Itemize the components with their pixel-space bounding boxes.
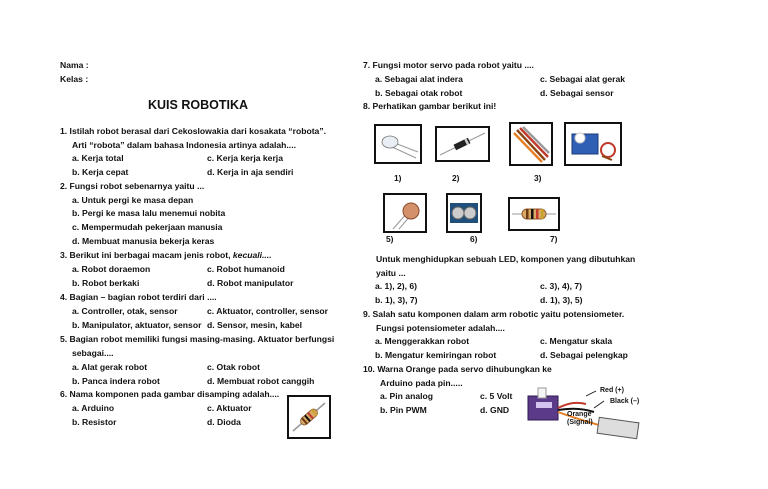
q10-option-b: b. Pin PWM [380,405,427,415]
q10-option-c: c. 5 Volt [480,391,513,401]
q7-option-c: c. Sebagai alat gerak [540,74,626,84]
q8-servo-image [564,122,622,166]
q3-stem-italic: kecuali.... [232,250,272,260]
q2-option-d: d. Membuat manusia bekerja keras [72,236,215,246]
q5-option-c: c. Otak robot [207,362,261,372]
ldr-icon [385,195,425,231]
q6-option-b: b. Resistor [72,417,117,427]
wire-label-signal: (Signal) [567,419,593,426]
q9-option-d: d. Sebagai pelengkap [540,350,628,360]
q3-option-b: b. Robot berkaki [72,278,140,288]
kelas-label: Kelas : [60,74,89,84]
q1-option-a: a. Kerja total [72,153,124,163]
resistor-icon [289,397,329,437]
diode-icon [437,128,488,160]
q10-option-a: a. Pin analog [380,391,434,401]
q6-option-a: a. Arduino [72,403,115,413]
q8-led-image [374,124,422,164]
servo-icon [566,124,620,164]
q8-option-a: a. 1), 2), 6) [375,281,418,291]
q3-option-c: c. Robot humanoid [207,264,285,274]
q8-line1: 8. Perhatikan gambar berikut ini! [363,101,497,111]
q9-line2: Fungsi potensiometer adalah.... [376,323,505,333]
q3-option-a: a. Robot doraemon [72,264,151,274]
q8-ultrasonic-image [446,193,482,233]
q8-label-6: 6) [470,234,478,244]
q4-option-b: b. Manipulator, aktuator, sensor [72,320,202,330]
q8-label-1: 1) [394,173,402,183]
wire-label-orange: Orange [567,411,592,418]
q4-option-d: d. Sensor, mesin, kabel [207,320,303,330]
wire-label-black: Black (–) [610,398,640,405]
q2-option-c: c. Mempermudah pekerjaan manusia [72,222,223,232]
q5-option-d: d. Membuat robot canggih [207,376,315,386]
q8-stem-line1: Untuk menghidupkan sebuah LED, komponen yang dibutuhkan [376,254,636,264]
q9-option-a: a. Menggerakkan robot [375,336,470,346]
q2-option-b: b. Pergi ke masa lalu menemui nobita [72,208,226,218]
q4-option-c: c. Aktuator, controller, sensor [207,306,328,316]
q7-option-b: b. Sebagai otak robot [375,88,463,98]
q10-line2: Arduino pada pin..... [380,378,463,388]
q2-line1: 2. Fungsi robot sebenarnya yaitu ... [60,181,205,191]
q9-option-b: b. Mengatur kemiringan robot [375,350,497,360]
q8-option-b: b. 1), 3), 7) [375,295,418,305]
q8-resistor-image [508,197,560,231]
q7-line1: 7. Fungsi motor servo pada robot yaitu .... [363,60,534,70]
q10-option-d: d. GND [480,405,510,415]
q8-label-5: 5) [386,234,394,244]
jumper-wire-icon [511,124,551,164]
q6-option-d: d. Dioda [207,417,241,427]
led-icon [376,126,420,162]
q5-option-b: b. Panca indera robot [72,376,160,386]
q8-option-c: c. 3), 4), 7) [540,281,583,291]
q9-line1: 9. Salah satu komponen dalam arm robotic yaitu potensiometer. [363,309,625,319]
q3-line1 [60,250,272,260]
q10-line1: 10. Warna Orange pada servo dihubungkan ke [363,364,552,374]
q5-line2: sebagai.... [72,348,114,358]
q7-option-a: a. Sebagai alat indera [375,74,463,84]
q8-jumper-wires-image [509,122,553,166]
q6-resistor-image [287,395,331,439]
q4-option-a: a. Controller, otak, sensor [72,306,178,316]
q3-option-d: d. Robot manipulator [207,278,294,288]
q1-option-d: d. Kerja in aja sendiri [207,167,294,177]
ultrasonic-sensor-icon [448,195,480,231]
q8-ldr-image [383,193,427,233]
q1-line1: 1. Istilah robot berasal dari Cekoslowakia dari kosakata “robota”. [60,126,327,136]
q3-stem: 3. Berikut ini berbagai macam jenis robot, [60,250,233,260]
wire-label-red: Red (+) [600,387,624,394]
q8-option-d: d. 1), 3), 5) [540,295,583,305]
q8-label-2: 2) [452,173,460,183]
resistor-icon [510,199,558,229]
q8-diode-image [435,126,490,162]
q1-option-b: b. Kerja cepat [72,167,129,177]
q1-line2: Arti “robota” dalam bahasa Indonesia artinya adalah.... [72,140,296,150]
q5-option-a: a. Alat gerak robot [72,362,148,372]
q4-line1: 4. Bagian – bagian robot terdiri dari .... [60,292,217,302]
q8-label-3: 3) [534,173,542,183]
q9-option-c: c. Mengatur skala [540,336,613,346]
q7-option-d: d. Sebagai sensor [540,88,614,98]
q2-option-a: a. Untuk pergi ke masa depan [72,195,194,205]
q6-option-c: c. Aktuator [207,403,252,413]
q1-option-c: c. Kerja kerja kerja [207,153,283,163]
nama-label: Nama : [60,60,89,70]
page-title: KUIS ROBOTIKA [148,98,248,112]
q5-line1: 5. Bagian robot memiliki fungsi masing-masing. Aktuator berfungsi [60,334,335,344]
q8-stem-line2: yaitu ... [376,268,406,278]
q6-line1: 6. Nama komponen pada gambar disamping adalah.... [60,389,280,399]
q8-label-7: 7) [550,234,558,244]
